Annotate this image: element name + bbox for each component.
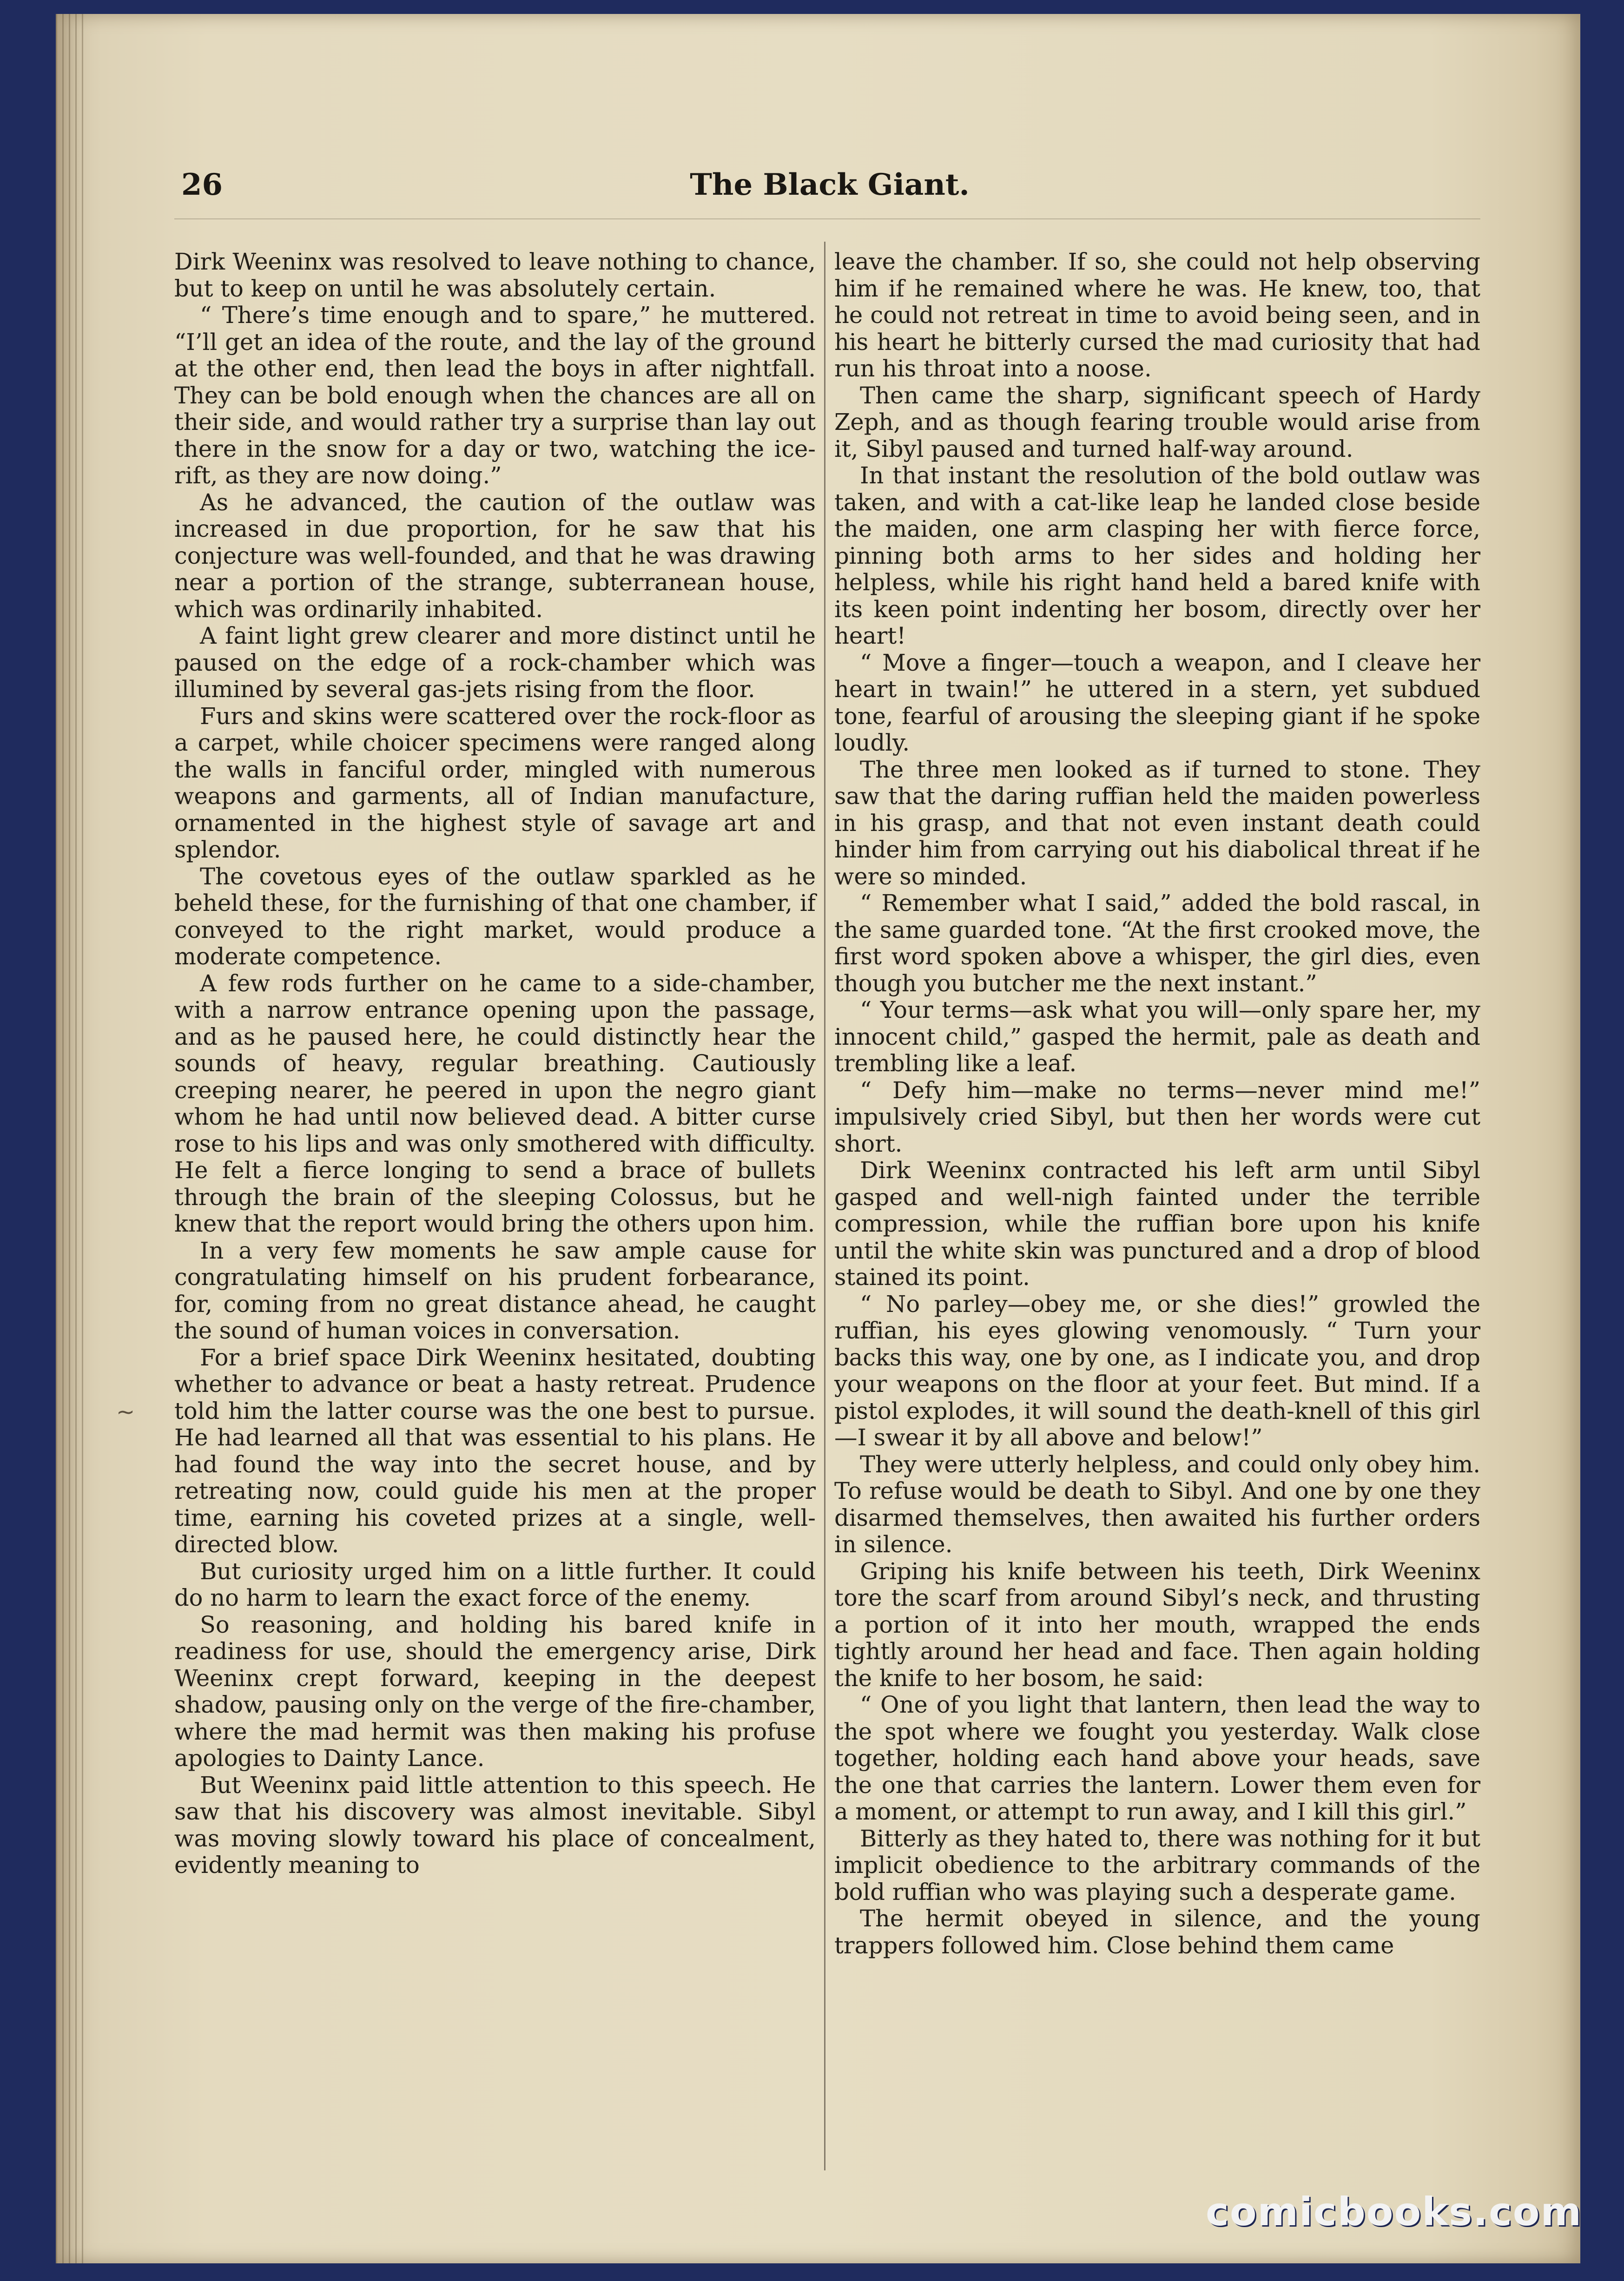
paragraph: But Weeninx paid little attention to this speech. He saw that his discovery was almost inevitable. Sibyl was moving slowly toward his place of concealment, evidently meaning to <box>174 1771 816 1879</box>
page-number: 26 <box>181 167 223 202</box>
paragraph: “ There’s time enough and to spare,” he muttered. “I’ll get an idea of the route, and the lay of the ground at the other end, then lead the boys in after nightfall. They can be bold enough when the chances are all on their side, and would rather try a surprise than lay out there in the snow for a day or two, watching the ice-rift, as they are now doing.” <box>174 302 816 489</box>
paragraph: For a brief space Dirk Weeninx hesitated, doubting whether to advance or beat a hasty retreat. Prudence told him the latter course was the one best to pursue. He had learned all that was essential to his plans. He had found the way into the secret house, and by retreating now, could guide his men at the proper time, earning his coveted prizes at a single, well-directed blow. <box>174 1344 816 1558</box>
paragraph: “ Remember what I said,” added the bold rascal, in the same guarded tone. “At the first crooked move, the first word spoken above a whisper, the girl dies, even though you butcher me the next instant.” <box>834 890 1480 997</box>
paragraph: So reasoning, and holding his bared knife in readiness for use, should the emergency arise, Dirk Weeninx crept forward, keeping in the deepest shadow, pausing only on the verge of the fire-chamber, where the mad hermit was then making his profuse apologies to Dainty Lance. <box>174 1611 816 1772</box>
paragraph: A few rods further on he came to a side-chamber, with a narrow entrance opening upon the passage, and as he paused here, he could distinctly hear the sounds of heavy, regular breathing. Cautiously creeping nearer, he peered in upon the negro giant whom he had until now believed dead. A bitter curse rose to his lips and was only smothered with difficulty. He felt a fierce longing to send a brace of bullets through the brain of the sleeping Colossus, but he knew that the report would bring the others upon him. <box>174 969 816 1237</box>
paragraph: In that instant the resolution of the bold outlaw was taken, and with a cat-like leap he landed close beside the maiden, one arm clasping her with fierce force, pinning both arms to her sides and holding her helpless, while his right hand held a bared knife with its keen point indenting her bosom, directly over her heart! <box>834 462 1480 649</box>
paragraph: leave the chamber. If so, she could not help observing him if he remained where he was. He knew, too, that he could not retreat in time to avoid being seen, and in his heart he bitterly cursed the mad curiosity that had run his throat into a noose. <box>834 248 1480 382</box>
watermark: comicbooks.com <box>1206 2189 1582 2235</box>
paragraph: The hermit obeyed in silence, and the young trappers followed him. Close behind them came <box>834 1905 1480 1959</box>
paragraph: Furs and skins were scattered over the rock-floor as a carpet, while choicer specimens were ranged along the walls in fanciful order, mingled with numerous weapons and garments, all of Indian manufacture, ornamented in the highest style of savage art and splendor. <box>174 702 816 863</box>
paragraph: But curiosity urged him on a little further. It could do no harm to learn the exact force of the enemy. <box>174 1557 816 1611</box>
paragraph: As he advanced, the caution of the outlaw was increased in due proportion, for he saw that his conjecture was well-founded, and that he was drawing near a portion of the strange, subterranean house, which was ordinarily inhabited. <box>174 488 816 623</box>
paragraph: The covetous eyes of the outlaw sparkled as he beheld these, for the furnishing of that one chamber, if conveyed to the right market, would produce a moderate competence. <box>174 863 816 970</box>
column-divider <box>824 242 825 2170</box>
paragraph: “ One of you light that lantern, then lead the way to the spot where we fought you yesterday. Walk close together, holding each hand above your heads, save the one that carries the lantern. Lower them even for a moment, or attempt to run away, and I kill this girl.” <box>834 1691 1480 1825</box>
paragraph: “ Move a finger—touch a weapon, and I cleave her heart in twain!” he uttered in a stern, yet subdued tone, fearful of arousing the sleeping giant if he spoke loudly. <box>834 649 1480 756</box>
paragraph: Then came the sharp, significant speech of Hardy Zeph, and as though fearing trouble would arise from it, Sibyl paused and turned half-way around. <box>834 382 1480 462</box>
right-text-column <box>834 249 1480 1959</box>
paragraph: In a very few moments he saw ample cause for congratulating himself on his prudent forbearance, for, coming from no great distance ahead, he caught the sound of human voices in conversation. <box>174 1237 816 1344</box>
left-text-column <box>174 249 816 1879</box>
paragraph: “ Your terms—ask what you will—only spare her, my innocent child,” gasped the hermit, pale as death and trembling like a leaf. <box>834 996 1480 1077</box>
paragraph: Dirk Weeninx was resolved to leave nothing to chance, but to keep on until he was absolutely certain. <box>174 248 816 302</box>
page-header <box>181 167 1478 209</box>
running-title: The Black Giant. <box>690 167 970 202</box>
paragraph: Griping his knife between his teeth, Dirk Weeninx tore the scarf from around Sibyl’s neck, and thrusting a portion of it into her mouth, wrapped the ends tightly around her head and face. Then again holding the knife to her bosom, he said: <box>834 1557 1480 1692</box>
paragraph: Bitterly as they hated to, there was nothing for it but implicit obedience to the arbitrary commands of the bold ruffian who was playing such a desperate game. <box>834 1825 1480 1905</box>
margin-mark: ~ <box>116 1399 135 1425</box>
header-rule <box>174 218 1480 219</box>
paragraph: A faint light grew clearer and more distinct until he paused on the edge of a rock-chamber which was illumined by several gas-jets rising from the floor. <box>174 622 816 703</box>
paragraph: Dirk Weeninx contracted his left arm until Sibyl gasped and well-nigh fainted under the terrible compression, while the ruffian bore upon his knife until the white skin was punctured and a drop of blood stained its point. <box>834 1157 1480 1291</box>
page-edge-stack <box>56 14 88 2263</box>
paragraph: “ Defy him—make no terms—never mind me!” impulsively cried Sibyl, but then her words were cut short. <box>834 1076 1480 1157</box>
paragraph: They were utterly helpless, and could only obey him. To refuse would be death to Sibyl. And one by one they disarmed themselves, then awaited his further orders in silence. <box>834 1450 1480 1558</box>
paragraph: “ No parley—obey me, or she dies!” growled the ruffian, his eyes glowing venomously. “ Turn your backs this way, one by one, as I indicate you, and drop your weapons on the floor at your feet. But mind. If a pistol explodes, it will sound the death-knell of this girl—I swear it by all above and below!” <box>834 1290 1480 1451</box>
paragraph: The three men looked as if turned to stone. They saw that the daring ruffian held the maiden powerless in his grasp, and that not even instant death could hinder him from carrying out his diabolical threat if he were so minded. <box>834 756 1480 890</box>
